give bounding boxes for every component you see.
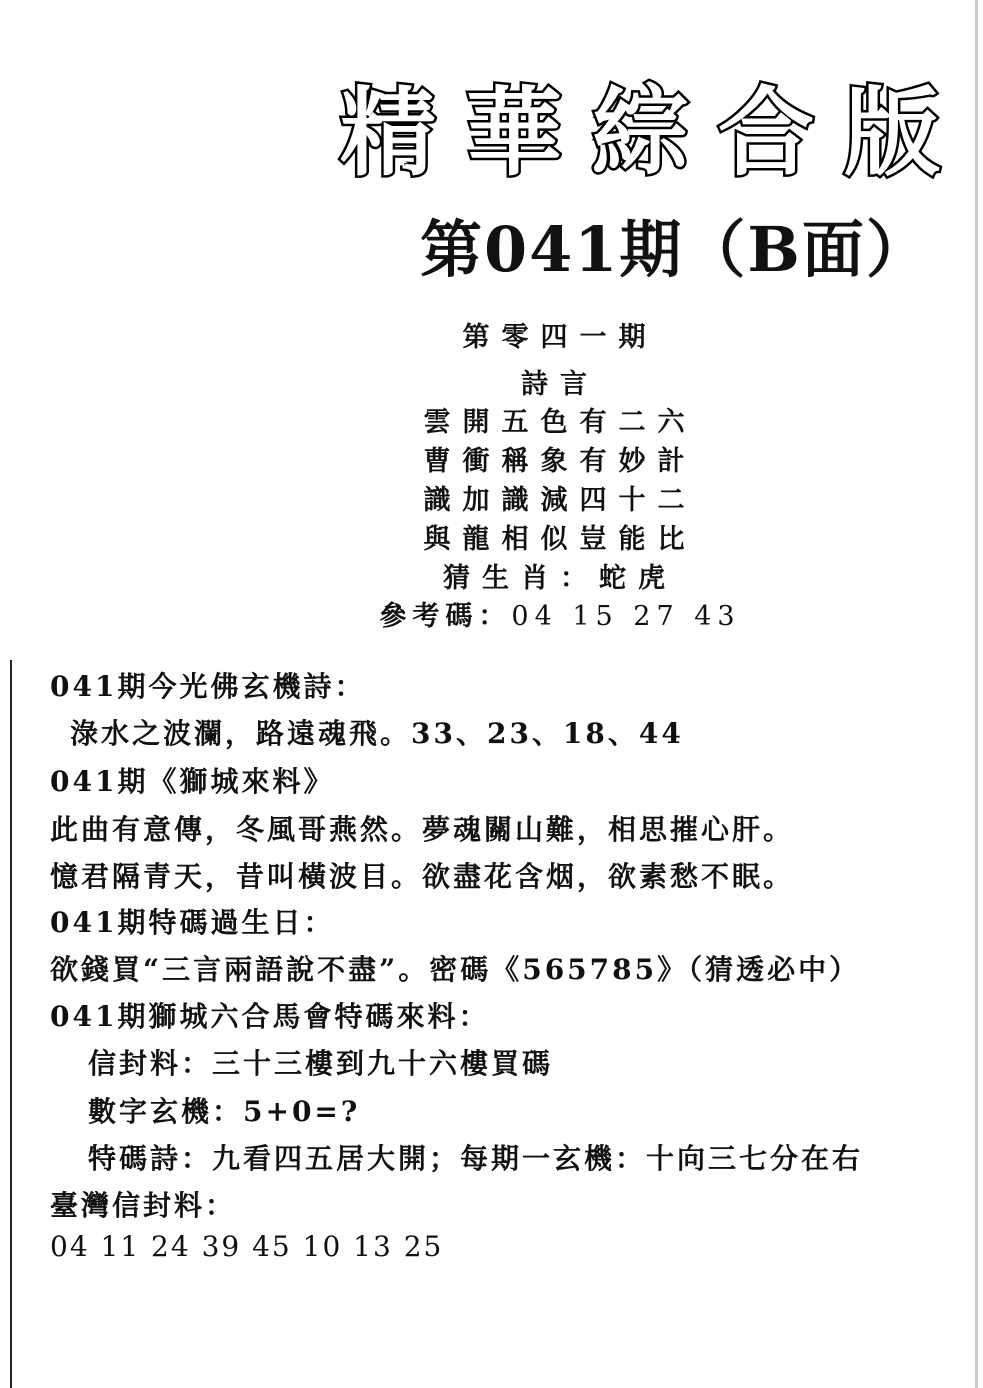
- body-line-3: 041期《獅城來料》: [50, 765, 335, 798]
- left-border-rule: [10, 660, 12, 1388]
- reference-label: 參考碼：: [379, 601, 512, 632]
- body-line-13: 04 11 24 39 45 10 13 25: [50, 1230, 444, 1263]
- reference-value: 04 15 27 43: [511, 601, 741, 632]
- poem-issue: 第零四一期: [462, 322, 658, 353]
- body-line-1: 041期今光佛玄機詩：: [50, 670, 366, 703]
- reference-codes: [300, 594, 820, 633]
- masthead-char-5: 版: [844, 77, 940, 189]
- masthead-char-1: 精: [340, 77, 436, 189]
- body-line-5: 憶君隔青天，昔叫橫波目。欲盡花含烟，欲素愁不眠。: [50, 860, 795, 893]
- body-line-4: 此曲有意傳，冬風哥燕然。夢魂關山難，相思摧心肝。: [50, 813, 795, 846]
- body-line-10: 數字玄機：5+0=?: [88, 1095, 361, 1128]
- poem-line-1: 雲開五色有二六: [423, 407, 697, 438]
- masthead-title: [340, 78, 940, 188]
- masthead-char-4: 合: [718, 77, 814, 189]
- right-edge-rule: [975, 0, 978, 1388]
- masthead-char-2: 華: [466, 77, 562, 189]
- masthead-char-3: 綜: [592, 77, 688, 189]
- poem-line-3: 識加識減四十二: [423, 485, 697, 516]
- poem-heading: 詩言: [521, 369, 599, 400]
- body-line-12: 臺灣信封料：: [50, 1189, 237, 1222]
- body-line-8: 041期獅城六合馬會特碼來料：: [50, 1000, 490, 1033]
- issue-title: 第041期（B面）: [420, 213, 930, 286]
- zodiac-label: 猜生肖：: [443, 563, 599, 594]
- body-line-9: 信封料：三十三樓到九十六樓買碼: [88, 1047, 554, 1080]
- zodiac-guess: [300, 556, 820, 595]
- body-line-7: 欲錢買“三言兩語說不盡”。密碼《565785》（猜透必中）: [50, 953, 861, 986]
- body-line-11: 特碼詩：九看四五居大開；每期一玄機：十向三七分在右: [88, 1142, 864, 1175]
- poem-line-2: 曹衝稱象有妙計: [423, 446, 697, 477]
- body-line-6: 041期特碼過生日：: [50, 906, 335, 939]
- poem-line-4: 與龍相似豈能比: [423, 524, 697, 555]
- zodiac-value: 蛇虎: [599, 563, 677, 594]
- body-line-2: 淥水之波瀾，路遠魂飛。33、23、18、44: [70, 717, 684, 750]
